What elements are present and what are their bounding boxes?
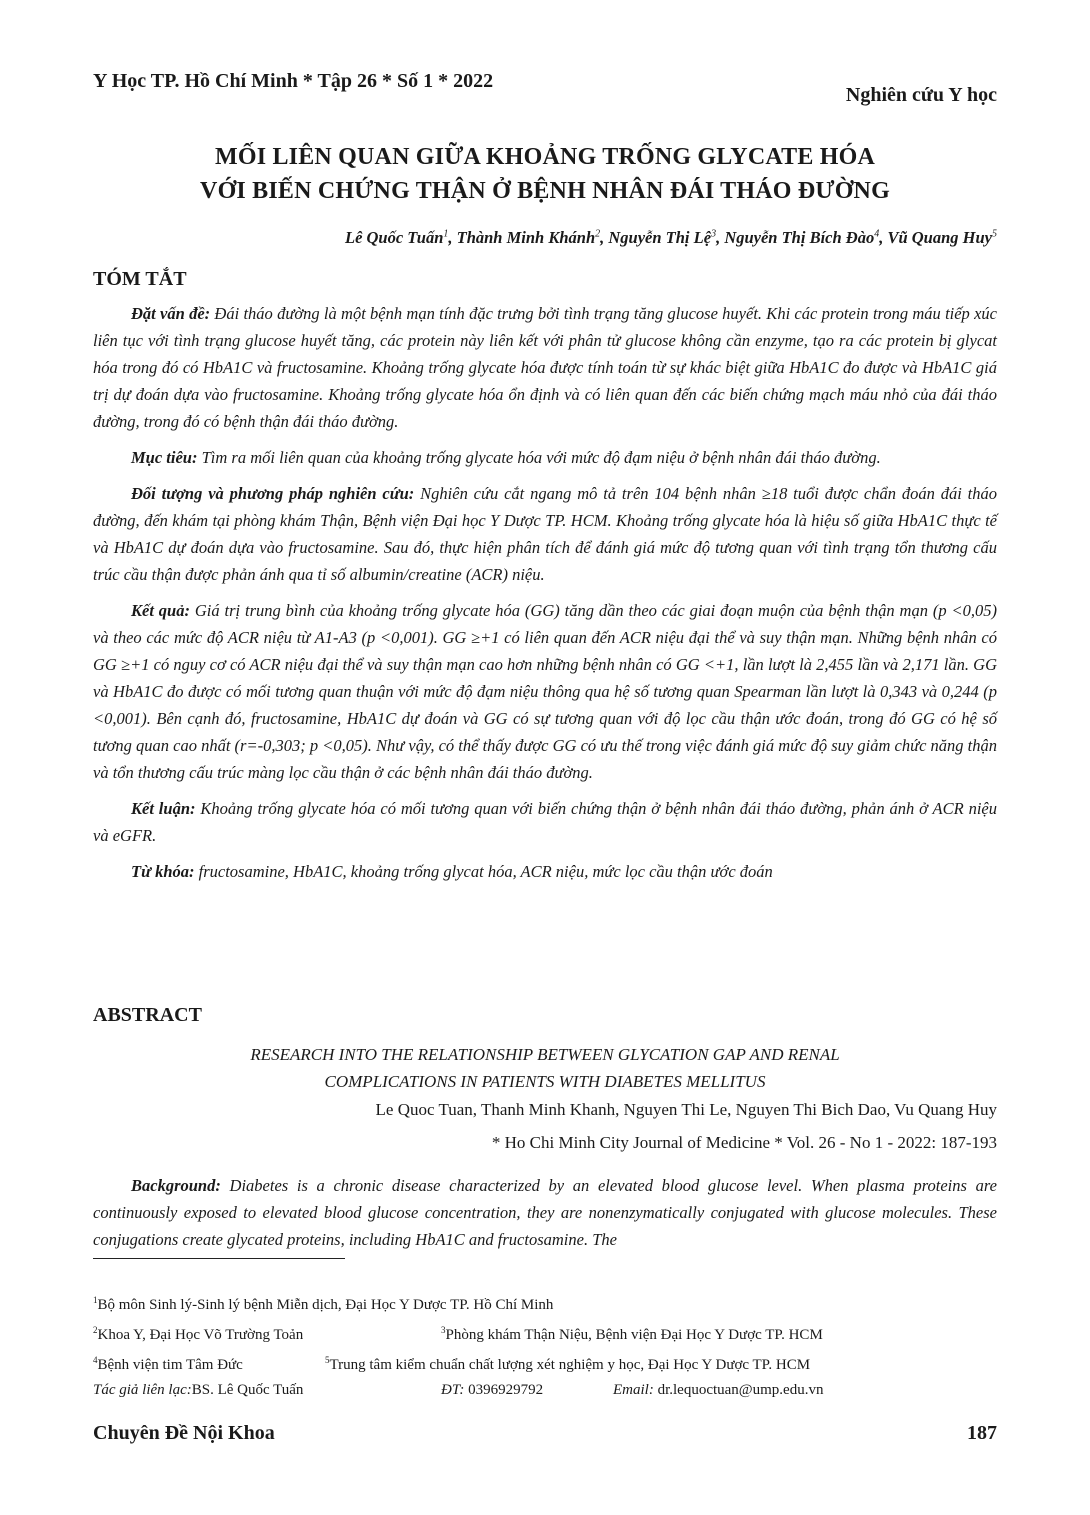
- author-affiliation-mark: 3: [711, 228, 717, 240]
- footnote-row: [93, 1318, 997, 1348]
- footnote-mark: 1: [93, 1295, 98, 1305]
- author-affiliation-mark: 2: [595, 228, 601, 240]
- footnote-text: Trung tâm kiểm chuẩn chất lượng xét nghiệm y học, Đại Học Y Dược TP. HCM: [329, 1357, 811, 1373]
- paragraph-text: Giá trị trung bình của khoảng trống glycate hóa (GG) tăng dần theo các giai đoạn muộn của bệnh thận mạn (p <0,05) và theo các mức độ ACR niệu từ A1-A3 (p <0,001). GG ≥+1 có liên quan đến ACR niệu đại thể và suy thận mạn. Những bệnh nhân có GG ≥+1 có nguy cơ có ACR niệu đại thể và suy thận mạn cao hơn những bệnh nhân có GG <+1, lần lượt là 2,455 lần và 2,171 lần. GG và HbA1C đo được có mối tương quan thuận với mức độ đạm niệu thông qua hệ số tương quan Spearman lần lượt là 0,343 và 0,244 (p <0,001). Bên cạnh đó, fructosamine, HbA1C dự đoán và GG có sự tương quan với độ lọc cầu thận ước đoán, trong đó GG có hệ số tương quan cao nhất (r=-0,303; p <0,05). Như vậy, có thể thấy được GG có ưu thế trong việc đánh giá mức độ suy giảm chức năng thận và tổn thương cấu trúc màng lọc cầu thận ở các bệnh nhân đái tháo đường.: [93, 601, 997, 782]
- abstract-title-line-1: RESEARCH INTO THE RELATIONSHIP BETWEEN GLYCATION GAP AND RENAL: [250, 1045, 840, 1064]
- paragraph-text: Nghiên cứu cắt ngang mô tả trên 104 bệnh nhân ≥18 tuổi được chẩn đoán đái tháo đường, đến khám tại phòng khám Thận, Bệnh viện Đại học Y Dược TP. HCM. Khoảng trống glycate hóa là hiệu số giữa HbA1C thực tế và HbA1C dự đoán dựa vào fructosamine. Sau đó, thực hiện phân tích để đánh giá mức độ tương quan với tình trạng tổn thương cấu trúc cầu thận được phản ánh qua tỉ số albumin/creatine (ACR) niệu.: [93, 484, 997, 584]
- paragraph-label: Kết luận:: [131, 799, 196, 818]
- footnote-text: Khoa Y, Đại Học Võ Trường Toản: [97, 1327, 304, 1343]
- footnote-5: [325, 1348, 810, 1378]
- email-address[interactable]: dr.lequoctuan@ump.edu.vn: [653, 1382, 824, 1398]
- footnote-3: [441, 1318, 823, 1348]
- summary-paragraph-keywords: [93, 858, 997, 885]
- footnote-row: [93, 1348, 997, 1378]
- paragraph-label: Từ khóa:: [131, 862, 195, 881]
- abstract-title-line-2: COMPLICATIONS IN PATIENTS WITH DIABETES MELLITUS: [324, 1072, 766, 1091]
- paragraph-text: Diabetes is a chronic disease characterized by an elevated blood glucose level. When plasma proteins are continuously exposed to elevated blood glucose concentration, they are nonenzymatically conjugated with glucose molecules. These conjugations create glycated proteins, including HbA1C and fructosamine. The: [93, 1176, 997, 1249]
- title-line-2: VỚI BIẾN CHỨNG THẬN Ở BỆNH NHÂN ĐÁI THÁO ĐƯỜNG: [200, 178, 890, 204]
- summary-paragraph-methods: [93, 480, 997, 588]
- abstract-authors: Le Quoc Tuan, Thanh Minh Khanh, Nguyen Thi Le, Nguyen Thi Bich Dao, Vu Quang Huy: [375, 1100, 997, 1119]
- author: Thành Minh Khánh: [456, 228, 596, 247]
- author: Nguyễn Thị Lệ: [608, 228, 712, 247]
- abstract-body: [93, 1172, 997, 1262]
- phone-number: 0396929792: [464, 1382, 544, 1398]
- footnote-mark: 4: [93, 1355, 98, 1365]
- page-number: 187: [967, 1422, 997, 1444]
- author: Vũ Quang Huy: [887, 228, 992, 247]
- author: Nguyễn Thị Bích Đào: [724, 228, 875, 247]
- summary-body: [93, 300, 997, 894]
- paragraph-text: Đái tháo đường là một bệnh mạn tính đặc trưng bởi tình trạng tăng glucose huyết. Khi các protein trong máu tiếp xúc liên tục với tình trạng glucose huyết tăng, các protein này liên kết với phân tử glucose không cần enzyme, tạo ra các protein bị glycat hóa trong đó có HbA1C và fructosamine. Khoảng trống glycate hóa được tính toán từ sự khác biệt giữa HbA1C đo được và HbA1C giá trị dự đoán dựa vào fructosamine. Khoảng trống glycate hóa ổn định và có liên quan đến các biến chứng mạch máu nhỏ của đái tháo đường, trong đó có bệnh thận đái tháo đường.: [93, 304, 997, 431]
- footnote-text: Bệnh viện tim Tâm Đức: [97, 1357, 243, 1373]
- contact-label: Tác giả liên lạc:: [93, 1382, 192, 1398]
- footnote-divider: [93, 1258, 345, 1259]
- summary-paragraph-objective: [93, 444, 997, 471]
- summary-heading: TÓM TẮT: [93, 268, 187, 290]
- contact-phone: [441, 1378, 613, 1403]
- paragraph-text: Tìm ra mối liên quan của khoảng trống glycate hóa với mức độ đạm niệu ở bệnh nhân đái tháo đường.: [197, 448, 881, 467]
- contact-name: BS. Lê Quốc Tuấn: [191, 1382, 304, 1398]
- footnote-mark: 3: [441, 1325, 446, 1335]
- footnote-text: Bộ môn Sinh lý-Sinh lý bệnh Miễn dịch, Đại Học Y Dược TP. Hồ Chí Minh: [97, 1297, 554, 1313]
- footnote-text: Phòng khám Thận Niệu, Bệnh viện Đại Học Y Dược TP. HCM: [445, 1327, 823, 1343]
- footnotes: [93, 1288, 997, 1403]
- footnote-mark: 2: [93, 1325, 98, 1335]
- footnote-mark: 5: [325, 1355, 330, 1365]
- paragraph-text: Khoảng trống glycate hóa có mối tương quan với biến chứng thận ở bệnh nhân đái tháo đường, phản ánh ở ACR niệu và eGFR.: [93, 799, 997, 845]
- abstract-heading: ABSTRACT: [93, 1004, 202, 1026]
- abstract-title: [93, 1041, 997, 1095]
- footer-section: Chuyên Đề Nội Khoa: [93, 1422, 275, 1444]
- footnote-1: [93, 1288, 553, 1318]
- title-line-1: MỐI LIÊN QUAN GIỮA KHOẢNG TRỐNG GLYCATE HÓA: [214, 144, 875, 170]
- footnote-4: [93, 1348, 325, 1378]
- paragraph-label: Đối tượng và phương pháp nghiên cứu:: [131, 484, 415, 503]
- article-title: [93, 140, 997, 208]
- contact-info: [93, 1378, 997, 1403]
- paragraph-label: Đặt vấn đề:: [131, 304, 211, 323]
- abstract-paragraph-background: [93, 1172, 997, 1253]
- summary-paragraph-conclusion: [93, 795, 997, 849]
- running-header: [93, 70, 997, 106]
- paragraph-text: fructosamine, HbA1C, khoảng trống glycat hóa, ACR niệu, mức lọc cầu thận ước đoán: [194, 862, 773, 881]
- phone-label: ĐT:: [441, 1382, 465, 1398]
- running-footer: [93, 1422, 997, 1445]
- author-affiliation-mark: 5: [992, 228, 997, 240]
- paragraph-label: Background:: [131, 1176, 221, 1195]
- contact-email: [613, 1378, 823, 1403]
- author: Lê Quốc Tuấn: [344, 228, 444, 247]
- summary-paragraph-background: [93, 300, 997, 435]
- journal-issue: Y Học TP. Hồ Chí Minh * Tập 26 * Số 1 * 2022: [93, 70, 494, 92]
- author-list: Lê Quốc Tuấn$^1$, Thành Minh Khánh$^2$, Nguyễn Thị Lệ$^3$, Nguyễn Thị Bích Đào$^4$, Vũ Quang Huy$^5$: [344, 228, 997, 247]
- paragraph-label: Mục tiêu:: [131, 448, 198, 467]
- section-name: Nghiên cứu Y học: [845, 84, 997, 106]
- paragraph-label: Kết quả:: [131, 601, 190, 620]
- email-label: Email:: [613, 1382, 654, 1398]
- contact-author: [93, 1378, 441, 1403]
- summary-paragraph-results: [93, 597, 997, 786]
- author-affiliation-mark: 4: [874, 228, 880, 240]
- author-affiliation-mark: 1: [443, 228, 449, 240]
- footnote-row: [93, 1288, 997, 1318]
- abstract-citation: * Ho Chi Minh City Journal of Medicine * Vol. 26 - No 1 - 2022: 187-193: [491, 1133, 997, 1152]
- footnote-2: [93, 1318, 441, 1348]
